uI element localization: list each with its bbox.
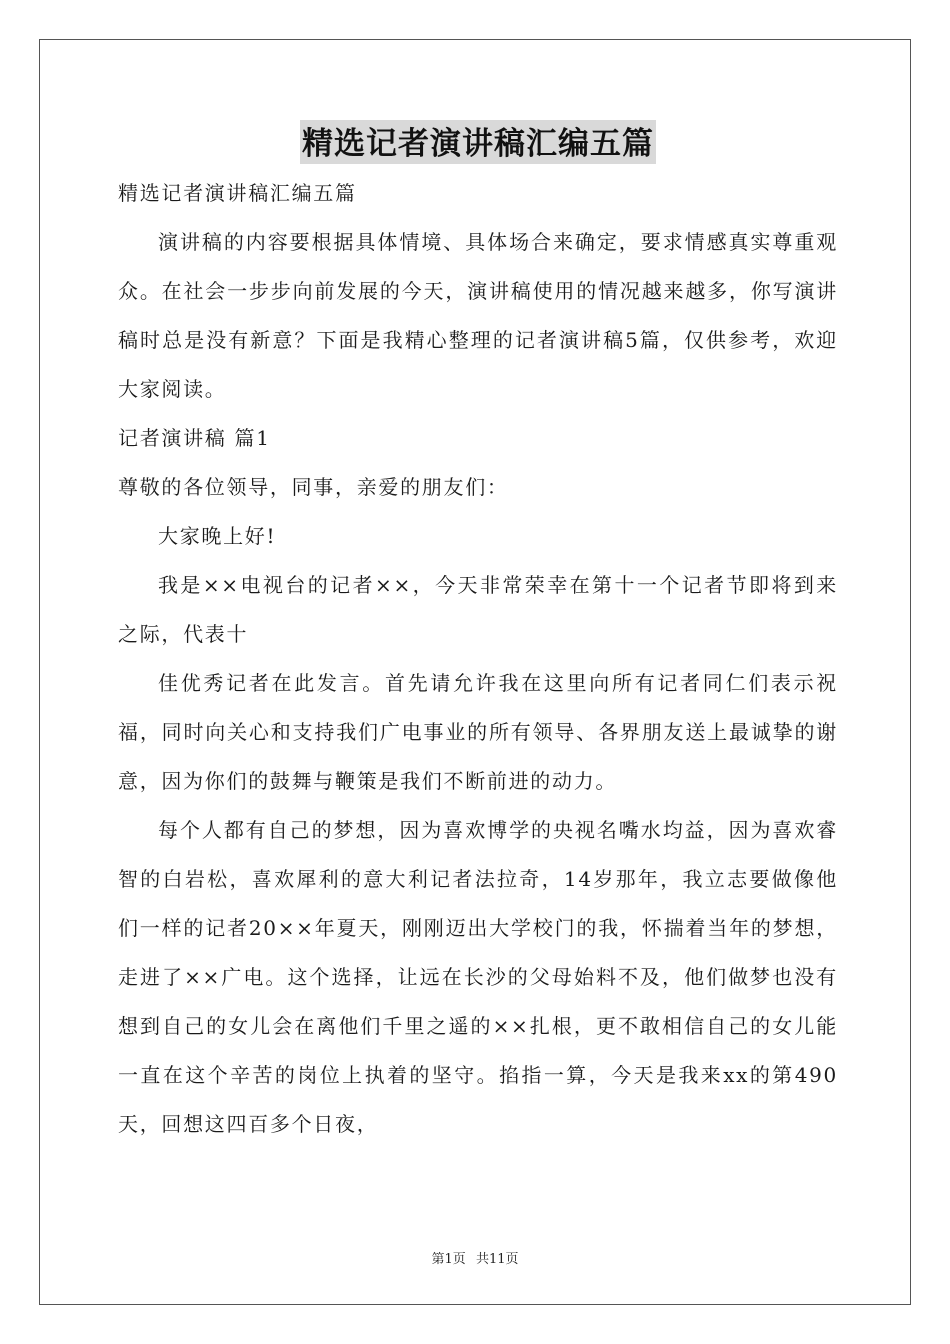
paragraph-2: 佳优秀记者在此发言。首先请允许我在这里向所有记者同仁们表示祝福，同时向关心和支持我们广电事业的所有领导、各界朋友送上最诚挚的谢意，因为你们的鼓舞与鞭策是我们不断前进的动力。: [118, 671, 838, 793]
intro-paragraph: 演讲稿的内容要根据具体情境、具体场合来确定，要求情感真实尊重观众。在社会一步步向前发展的今天，演讲稿使用的情况越来越多，你写演讲稿时总是没有新意？下面是我精心整理的记者演讲稿5篇，仅供参考，欢迎大家阅读。: [118, 230, 838, 401]
paragraph-1: 我是××电视台的记者××，今天非常荣幸在第十一个记者节即将到来之际，代表十: [118, 573, 838, 646]
document-subtitle: 精选记者演讲稿汇编五篇: [118, 181, 357, 205]
paragraph-3: 每个人都有自己的梦想，因为喜欢博学的央视名嘴水均益，因为喜欢睿智的白岩松，喜欢犀利的意大利记者法拉奇，14岁那年，我立志要做像他们一样的记者20××年夏天，刚刚迈出大学校门的我，怀揣着当年的梦想，走进了××广电。这个选择，让远在长沙的父母始料不及，他们做梦也没有想到自己的女儿会在离他们千里之遥的××扎根，更不敢相信自己的女儿能一直在这个辛苦的岗位上执着的坚守。掐指一算，今天是我来xx的第490天，回想这四百多个日夜，: [118, 818, 838, 1136]
document-title: 精选记者演讲稿汇编五篇: [300, 120, 656, 164]
page-number: 第1页: [431, 1252, 466, 1267]
greeting: 大家晚上好!: [158, 524, 277, 548]
salutation: 尊敬的各位领导，同事，亲爱的朋友们：: [118, 475, 509, 499]
section-heading: 记者演讲稿 篇1: [118, 426, 271, 450]
total-pages: 共11页: [475, 1252, 519, 1267]
document-body: [118, 120, 838, 1149]
page-footer: [0, 1248, 950, 1267]
